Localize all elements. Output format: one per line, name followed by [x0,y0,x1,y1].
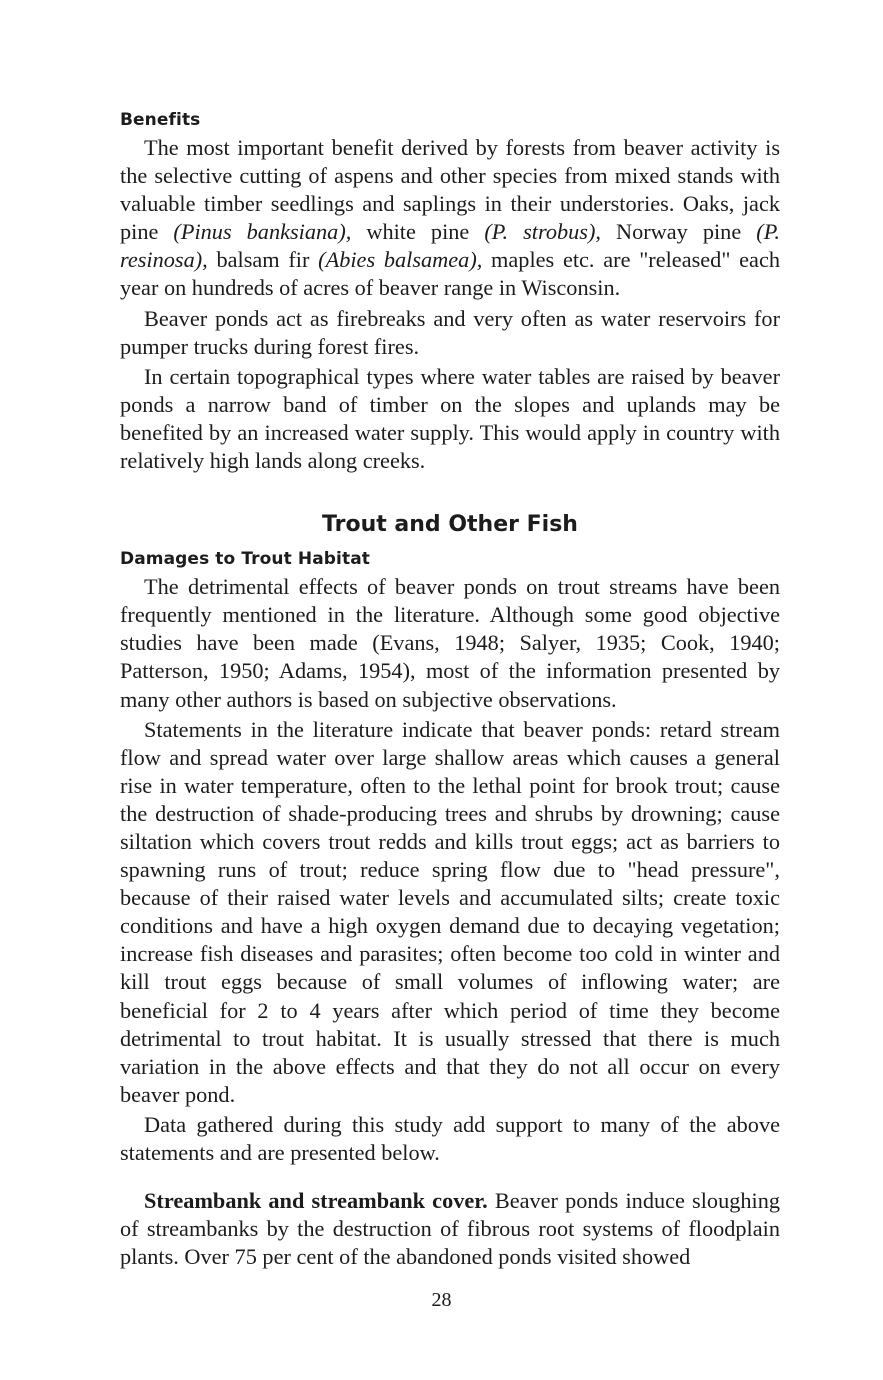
text-run: white pine [351,219,485,245]
run-in-heading: Streambank and streambank cover. [144,1188,488,1214]
text-run: balsam fir [207,247,319,273]
species-name: (Abies balsamea), [318,247,483,273]
text-run: Beaver ponds induce sloughing of streambanks by the destruction of fibrous root systems of floodplain plants. Over 75 per cent of the abandoned ponds visited showed [120,1188,781,1270]
benefits-heading: Benefits [120,110,201,130]
page-number: 28 [431,1289,452,1311]
text-run: The most important benefit derived by forests from beaver activity is the selective cutting of aspens and other species from mixed stands with valuable timber seedlings and saplings in their understories. Oaks, jack pine [120,135,780,245]
text-run: maples etc. are "released" each year on hundreds of acres of beaver range in Wisconsin. [120,247,780,301]
section-title: Trout and Other Fish [322,512,578,538]
damages-paragraph-3: Data gathered during this study add support to many of the above statements and are presented below. [120,1111,780,1165]
streambank-paragraph [120,1187,780,1271]
page-body [120,108,780,1271]
species-name: (P. strobus), [484,219,601,245]
species-name: (Pinus banksiana), [173,219,352,245]
damages-subheading: Damages to Trout Habitat [120,549,370,570]
benefits-paragraph-3: In certain topographical types where water tables are raised by beaver ponds a narrow band of timber on the slopes and uplands may be benefited by an increased water supply. This would apply in country with relatively high lands along creeks. [120,363,780,474]
text-run: Norway pine [600,219,757,245]
damages-paragraph-2: Statements in the literature indicate that beaver ponds: retard stream flow and spread water over large shallow areas which causes a general rise in water temperature, often to the lethal point for brook trout; cause the destruction of shade-producing trees and shrubs by drowning; cause siltation which covers trout redds and kills trout eggs; act as barriers to spawning runs of trout; reduce spring flow due to "head pressure", because of their raised water levels and accumulated silts; create toxic conditions and have a high oxygen demand due to decaying vegetation; increase fish diseases and parasites; often become too cold in winter and kill trout eggs because of small volumes of inflowing water; are beneficial for 2 to 4 years after which period of time they become detrimental to trout habitat. It is usually stressed that there is much variation in the above effects and that they do not all occur on every beaver pond. [120,716,780,1107]
benefits-paragraph-2: Beaver ponds act as firebreaks and very often as water reservoirs for pumper trucks during forest fires. [120,305,780,359]
benefits-paragraph-1 [120,134,780,303]
damages-paragraph-1: The detrimental effects of beaver ponds on trout streams have been frequently mentioned in the literature. Although some good objective studies have been made (Evans, 1948; Salyer, 1935; Cook, 1940; Patterson, 1950; Adams, 1954), most of the information presented by many other authors is based on subjective observations. [120,574,780,712]
species-name: (P. resinosa), [120,219,781,273]
